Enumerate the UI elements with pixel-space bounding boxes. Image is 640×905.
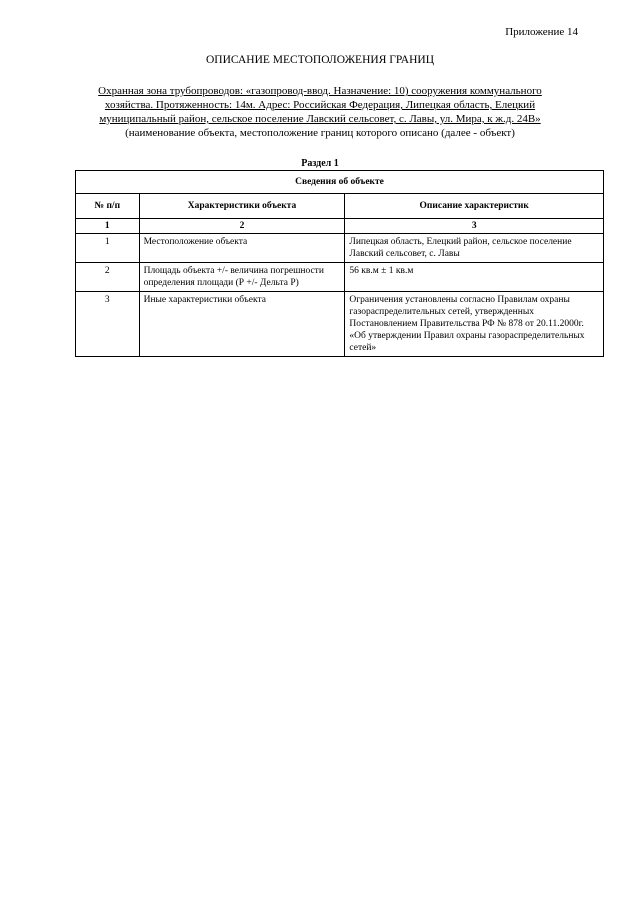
- header-num: № п/п: [76, 194, 140, 219]
- header-characteristic: Характеристики объекта: [139, 194, 345, 219]
- object-line-1: Охранная зона трубопроводов: «газопровод-ввод. Назначение: 10) сооружения коммунального: [98, 85, 542, 97]
- row-num: 2: [76, 263, 140, 292]
- table-row: [76, 263, 604, 292]
- table-header-row: [76, 194, 604, 219]
- row-characteristic: Местоположение объекта: [139, 234, 345, 263]
- document-title: ОПИСАНИЕ МЕСТОПОЛОЖЕНИЯ ГРАНИЦ: [205, 54, 435, 66]
- row-description: Липецкая область, Елецкий район, сельское поселение Лавский сельсовет, с. Лавы: [345, 234, 604, 263]
- column-number: 2: [139, 219, 345, 234]
- object-line-3: муниципальный район, сельское поселение Лавский сельсовет, с. Лавы, ул. Мира, к ж.д. 24В»: [99, 113, 541, 125]
- column-number: 1: [76, 219, 140, 234]
- table-title-row: [76, 171, 604, 194]
- object-description: [68, 84, 572, 140]
- object-info-table: [75, 170, 604, 357]
- header-description: Описание характеристик: [345, 194, 604, 219]
- object-caption: (наименование объекта, местоположение границ которого описано (далее - объект): [125, 127, 515, 139]
- table-row: [76, 234, 604, 263]
- row-description: 56 кв.м ± 1 кв.м: [345, 263, 604, 292]
- appendix-label: Приложение 14: [505, 26, 578, 38]
- row-num: 3: [76, 292, 140, 357]
- table-title: Сведения об объекте: [76, 171, 604, 194]
- row-description: Ограничения установлены согласно Правилам охраны газораспределительных сетей, утвержденных Постановлением Правительства РФ № 878 от 20.11.2000г. «Об утверждении Правил охраны газораспределительных сетей»: [345, 292, 604, 357]
- column-number: 3: [345, 219, 604, 234]
- object-line-2: хозяйства. Протяженность: 14м. Адрес: Российская Федерация, Липецкая область, Елецкий: [104, 99, 536, 111]
- table-row: [76, 292, 604, 357]
- column-number-row: [76, 219, 604, 234]
- row-characteristic: Площадь объекта +/- величина погрешности определения площади (Р +/- Дельта Р): [139, 263, 345, 292]
- row-num: 1: [76, 234, 140, 263]
- section-title: Раздел 1: [301, 158, 339, 169]
- row-characteristic: Иные характеристики объекта: [139, 292, 345, 357]
